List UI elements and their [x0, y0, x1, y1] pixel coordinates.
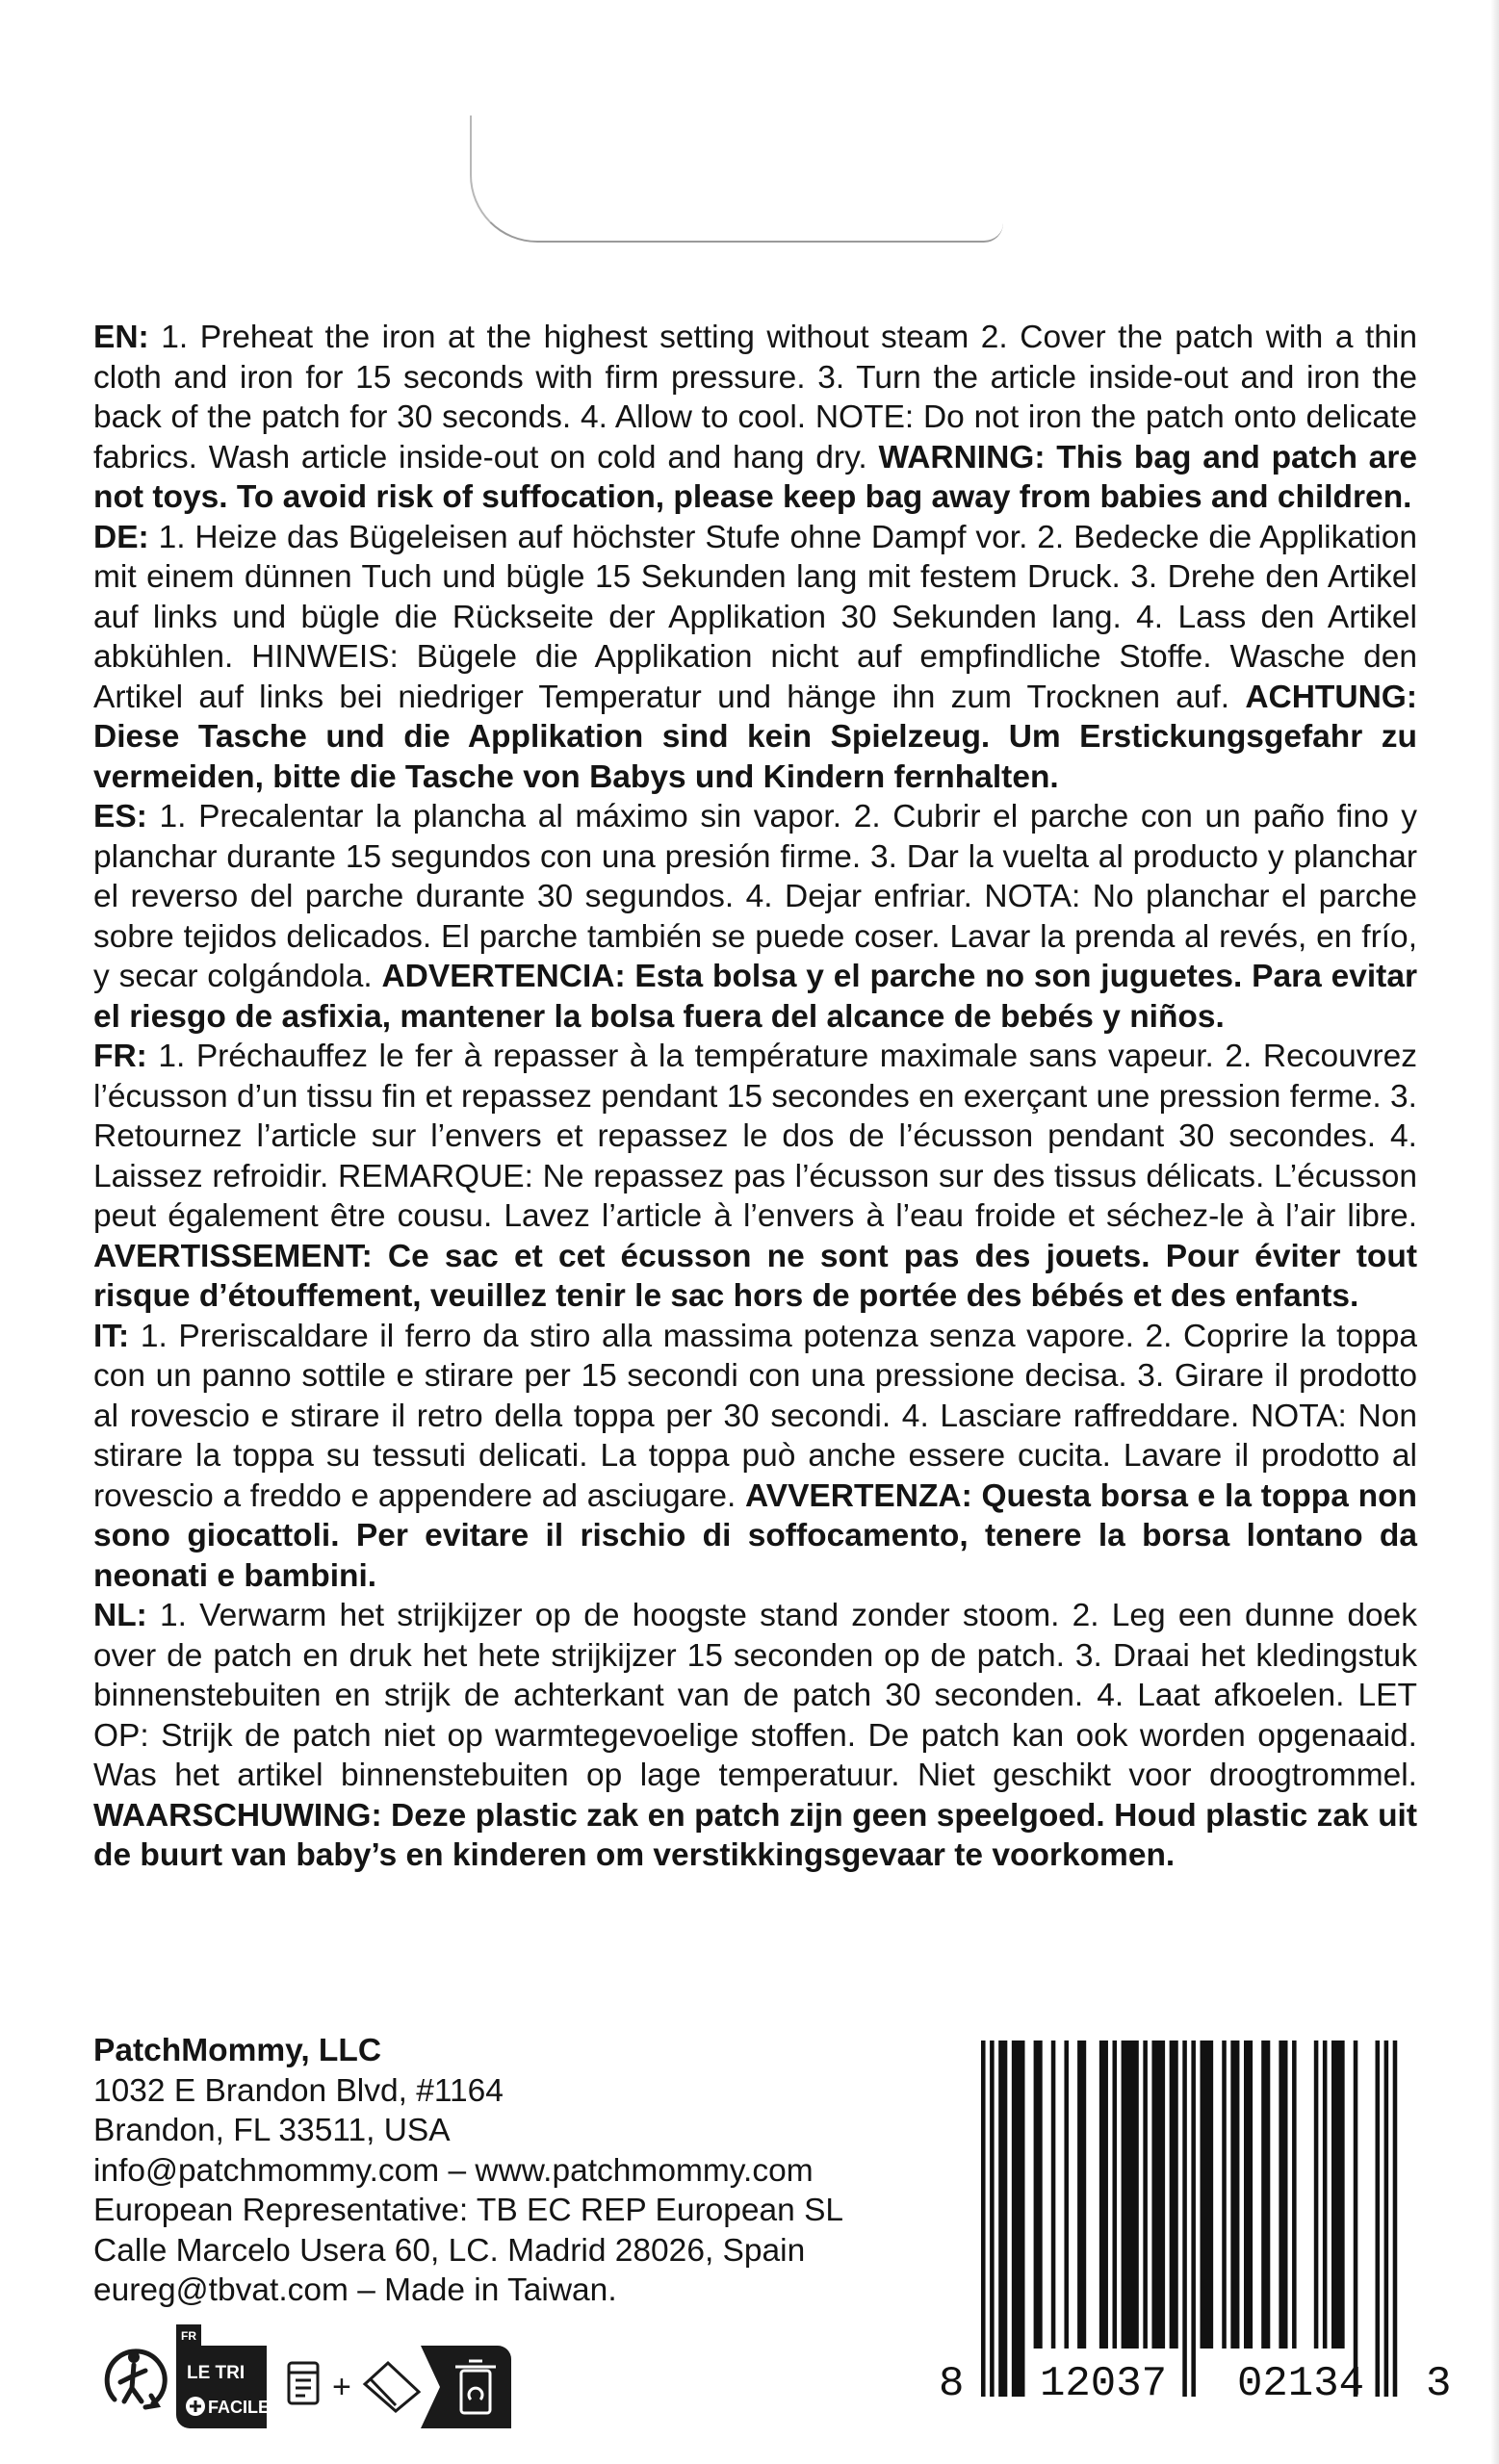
barcode-bar [1244, 2040, 1253, 2348]
warning-de: ACHTUNG: Diese Tasche und die Applikation sind kein Spielzeug. Um Erstickungsgefahr zu vermeiden, bitte die Tasche von Babys und Kindern fernhalten. [93, 679, 1417, 795]
instructions-en-text: 1. Preheat the iron at the highest setting without steam 2. Cover the patch with a thin cloth and iron for 15 seconds with firm pressure. 3. Turn the article inside-out and iron the back of the patch for 30 seconds. 4. Allow to cool. NOTE: Do not iron the patch onto delicate fabrics. Wash article inside-out on cold and hang dry. [93, 320, 1417, 475]
barcode-bar [1314, 2040, 1319, 2348]
company-name: PatchMommy, LLC [93, 2033, 382, 2068]
eu-representative-address: Calle Marcelo Usera 60, LC. Madrid 28026, Spain [93, 2232, 806, 2269]
barcode-digit-number-system: 8 [939, 2360, 965, 2408]
barcode-bar [1354, 2040, 1358, 2397]
barcode-bar [1393, 2040, 1398, 2397]
barcode-bar [1191, 2040, 1196, 2397]
barcode-bar [1051, 2040, 1056, 2348]
recycling-label-line2: FACILE [208, 2398, 271, 2417]
instructions-es [93, 797, 1417, 1037]
barcode-bar [1230, 2040, 1239, 2348]
barcode-bars [939, 2040, 1459, 2397]
recycling-label-line1: LE TRI [187, 2363, 246, 2383]
instructions-nl-text: 1. Verwarm het strijkijzer op de hoogste stand zonder stoom. 2. Leg een dunne doek over de patch en druk het hete strijkijzer 15 seconden op de patch. 3. Draai het kledingstuk binnenstebuiten en strijk de achterkant van de patch 30 seconden. 4. Laat afkoelen. LET OP: Strijk de patch niet op warmtegevoelige stoffen. De patch kan ook worden opgenaaid. Was het artikel binnenstebuiten op lage temperatuur. Niet geschikt voor droogtrommel. [93, 1598, 1417, 1793]
plastic-bag-icon [365, 2363, 419, 2411]
barcode-bar [1292, 2040, 1297, 2348]
barcode-digits-left: 12037 [1040, 2360, 1168, 2408]
paper-edge [1490, 0, 1499, 2464]
warning-nl: WAARSCHUWING: Deze plastic zak en patch zijn geen speelgoed. Houd plastic zak uit de buurt van baby’s en kinderen om verstikkingsgevaar te voorkomen. [93, 1797, 1417, 1873]
barcode-bar [1384, 2040, 1389, 2397]
barcode-bar [1201, 2040, 1214, 2348]
barcode-bar [1331, 2040, 1345, 2348]
barcode-bar [1012, 2040, 1025, 2397]
warning-it: AVVERTENZA: Questa borsa e la toppa non sono giocattoli. Per evitare il rischio di soffocamento, tenere la borsa lontano da neonati e bambini. [93, 1477, 1417, 1594]
barcode-bar [1151, 2040, 1165, 2348]
recycling-plus: + [332, 2369, 351, 2405]
instructions-en [93, 318, 1417, 518]
lang-code-de: DE: [93, 519, 149, 555]
barcode-digits-right: 02134 [1237, 2360, 1365, 2408]
packaging-box-icon [289, 2363, 318, 2403]
barcode-bar [1122, 2040, 1139, 2348]
warning-es: ADVERTENCIA: Esta bolsa y el parche no son juguetes. Para evitar el riesgo de asfixia, mantener la bolsa fuera del alcance de bebés y niños. [93, 959, 1418, 1035]
barcode-bar [1170, 2040, 1178, 2348]
warning-en: WARNING: This bag and patch are not toys. To avoid risk of suffocation, please keep bag away from babies and children. [93, 439, 1417, 515]
barcode-bar [1143, 2040, 1148, 2348]
eu-representative-contact: eureg@tbvat.com – Made in Taiwan. [93, 2272, 617, 2308]
recycling-country: FR [181, 2329, 196, 2343]
lang-code-en: EN: [93, 320, 149, 355]
instructions-nl [93, 1596, 1417, 1876]
recycling-info-logo [93, 2324, 536, 2430]
triman-icon [107, 2351, 165, 2407]
barcode-bar [998, 2040, 1007, 2397]
barcode [939, 2040, 1459, 2426]
barcode-bar [1034, 2040, 1043, 2348]
barcode-digit-check: 3 [1426, 2360, 1452, 2408]
lang-code-nl: NL: [93, 1598, 147, 1633]
barcode-bar [1064, 2040, 1069, 2348]
warning-fr: AVERTISSEMENT: Ce sac et cet écusson ne sont pas des jouets. Pour éviter tout risque d’étouffement, veuillez tenir le sac hors de portée des bébés et des enfants. [93, 1238, 1417, 1314]
eu-representative: European Representative: TB EC REP European SL [93, 2193, 844, 2228]
lang-code-it: IT: [93, 1318, 130, 1354]
barcode-bar [1077, 2040, 1086, 2348]
hang-tab-cutout [470, 116, 1003, 243]
barcode-bar [1099, 2040, 1108, 2348]
barcode-bar [1376, 2040, 1381, 2397]
barcode-bar [990, 2040, 995, 2397]
barcode-bar [1222, 2040, 1227, 2348]
instructions-de-text: 1. Heize das Bügeleisen auf höchster Stufe ohne Dampf vor. 2. Bedecke die Applikation mit einem dünnen Tuch und bügle 15 Sekunden lang mit festem Druck. 3. Drehe den Artikel auf links und bügle die Rückseite der Applikation 30 Sekunden lang. 4. Lass den Artikel abkühlen. HINWEIS: Bügele die Applikation nicht auf empfindliche Stoffe. Wasche den Artikel auf links bei niedriger Temperatur und hänge ihn zum Trocknen auf. [93, 519, 1417, 715]
instructions-de [93, 518, 1417, 798]
lang-code-es: ES: [93, 799, 147, 834]
barcode-bar [1182, 2040, 1187, 2397]
barcode-bar [1261, 2040, 1270, 2348]
barcode-bar [981, 2040, 986, 2397]
company-address-line1: 1032 E Brandon Blvd, #1164 [93, 2072, 504, 2109]
barcode-bar [1279, 2040, 1287, 2348]
instructions-it [93, 1317, 1417, 1597]
care-instructions [93, 318, 1417, 1876]
instructions-fr-text: 1. Préchauffez le fer à repasser à la température maximale sans vapeur. 2. Recouvrez l’écusson d’un tissu fin et repassez pendant 15 secondes en exerçant une pression ferme. 3. Retournez l’article sur l’envers et repassez le dos de l’écusson pendant 30 secondes. 4. Laissez refroidir. REMARQUE: Ne repassez pas l’écusson sur des tissus délicats. L’écusson peut également être cousu. Lavez l’article à l’envers à l’eau froide et séchez-le à l’air libre. [93, 1039, 1417, 1234]
company-address-line2: Brandon, FL 33511, USA [93, 2113, 451, 2148]
company-info [93, 2031, 960, 2311]
barcode-bar [1323, 2040, 1328, 2348]
company-contact: info@patchmommy.com – www.patchmommy.com [93, 2152, 814, 2189]
recycling-bin-badge [421, 2346, 511, 2428]
lang-code-fr: FR: [93, 1039, 147, 1074]
instructions-fr [93, 1037, 1417, 1317]
instructions-it-text: 1. Preriscaldare il ferro da stiro alla massima potenza senza vapore. 2. Coprire la toppa con un panno sottile e stirare per 15 secondi con una pressione decisa. 3. Girare il prodotto al rovescio e stirare il retro della toppa per 30 secondi. 4. Lasciare raffreddare. NOTA: Non stirare la toppa su tessuti delicati. La toppa può anche essere cucita. Lavare il prodotto al rovescio a freddo e appendere ad asciugare. [93, 1318, 1417, 1514]
barcode-bar [1113, 2040, 1118, 2348]
instructions-es-text: 1. Precalentar la plancha al máximo sin vapor. 2. Cubrir el parche con un paño fino y planchar durante 15 segundos con una presión firme. 3. Dar la vuelta al producto y planchar el reverso del parche durante 30 segundos. 4. Dejar enfriar. NOTA: No planchar el parche sobre tejidos delicados. El parche también se puede coser. Lavar la prenda al revés, en frío, y secar colgándola. [93, 799, 1417, 994]
